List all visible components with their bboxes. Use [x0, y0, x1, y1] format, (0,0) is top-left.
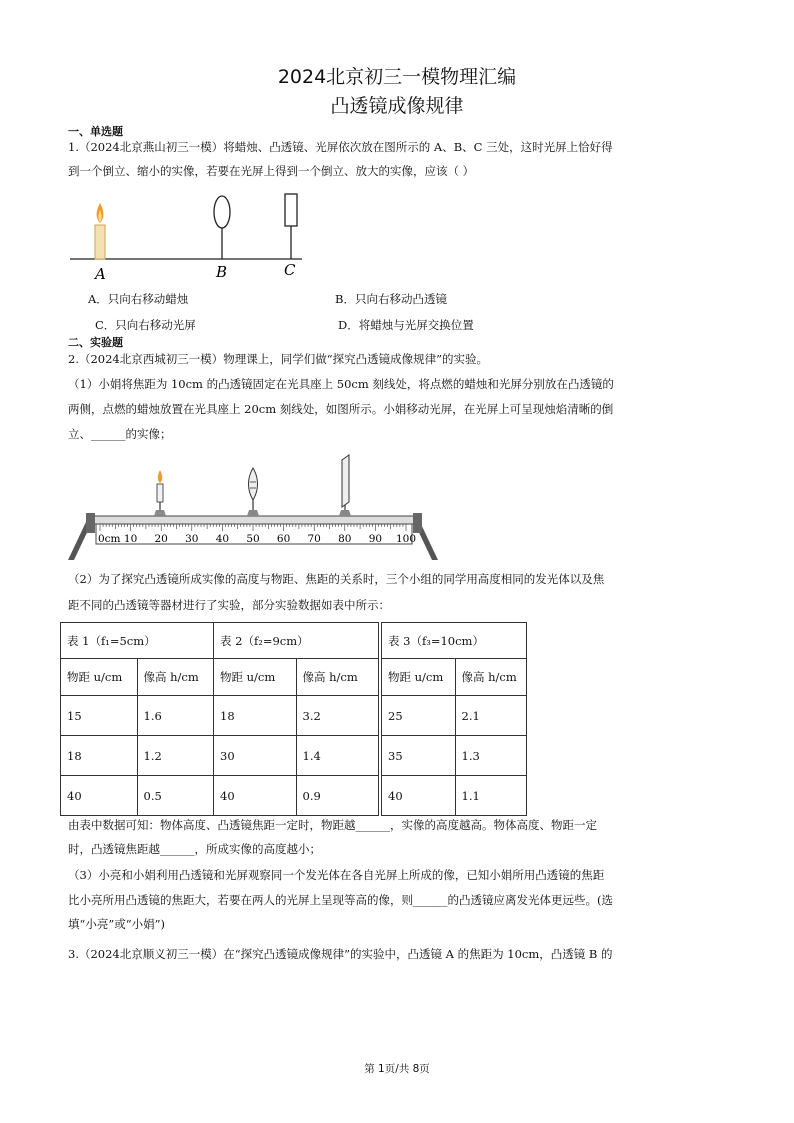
table1-header-u: 物距 u/cm — [61, 659, 138, 696]
ruler-label: 60 — [276, 533, 291, 545]
table3-cell: 40 — [382, 776, 456, 816]
bench-screen-icon — [339, 455, 351, 516]
table2-cell: 40 — [214, 776, 297, 816]
table3-cell: 35 — [382, 736, 456, 776]
bench-lens-icon — [247, 468, 259, 516]
table1-cell: 15 — [61, 696, 138, 736]
table2-header-u: 物距 u/cm — [214, 659, 297, 696]
table2-cell: 3.2 — [296, 696, 379, 736]
q2-intro: 2.（2024北京西城初三一模）物理课上，同学们做“探究凸透镜成像规律”的实验。 — [68, 352, 488, 366]
q1-option-c[interactable]: C．只向右移动光屏 — [95, 318, 196, 332]
table1-cell: 1.2 — [137, 736, 214, 776]
table3-cell: 2.1 — [455, 696, 527, 736]
q2-p3-line1: （3）小亮和小娟利用凸透镜和光屏观察同一个发光体在各自光屏上所成的像，已知小娟所用凸透镜的焦距 — [68, 868, 605, 882]
q2-p2-line2: 距不同的凸透镜等器材进行了实验，部分实验数据如表中所示： — [68, 598, 390, 612]
data-table-1 — [60, 622, 214, 816]
page-subtitle: 凸透镜成像规律 — [330, 95, 464, 117]
table1-cell: 18 — [61, 736, 138, 776]
table3-header-u: 物距 u/cm — [382, 659, 456, 696]
table2-cell: 0.9 — [296, 776, 379, 816]
bench-candle-icon — [154, 470, 166, 516]
table2-cell: 30 — [214, 736, 297, 776]
q2-p3-line3: 填“小亮”或“小娟”) — [68, 917, 166, 931]
table1-title: 表 1（f₁=5cm） — [61, 623, 214, 659]
rail-end-left — [86, 513, 95, 533]
fig-label-a: A — [95, 265, 106, 283]
bench-rail — [88, 516, 418, 524]
rail-end-right — [413, 513, 422, 533]
table3-title: 表 3（f₃=10cm） — [382, 623, 527, 659]
q1-figure — [66, 193, 316, 283]
q3-text-line1: 3.（2024北京顺义初三一模）在“探究凸透镜成像规律”的实验中，凸透镜 A 的焦距为 10cm，凸透镜 B 的 — [68, 947, 613, 961]
table3-cell: 25 — [382, 696, 456, 736]
table1-header-h: 像高 h/cm — [137, 659, 214, 696]
data-table-2 — [213, 622, 379, 816]
table3-cell: 1.3 — [455, 736, 527, 776]
q2-p2-line1: （2）为了探究凸透镜所成实像的高度与物距、焦距的关系时，三个小组的同学用高度相同的发光体以及焦 — [68, 572, 605, 586]
table1-cell: 1.6 — [137, 696, 214, 736]
q1-option-d[interactable]: D．将蜡烛与光屏交换位置 — [338, 318, 474, 332]
table2-header-h: 像高 h/cm — [296, 659, 379, 696]
table2-title: 表 2（f₂=9cm） — [214, 623, 379, 659]
q1-option-a[interactable]: A．只向右移动蜡烛 — [88, 292, 189, 306]
screen-icon — [285, 194, 297, 259]
q2-p1-line2: 两侧，点燃的蜡烛放置在光具座上 20cm 刻线处，如图所示。小娟移动光屏，在光屏上可呈现烛焰清晰的倒 — [68, 402, 614, 416]
ruler-label: 10 — [123, 533, 138, 545]
ruler-label: 40 — [215, 533, 230, 545]
fig-label-c: C — [284, 261, 296, 279]
ruler-label: 100 — [395, 533, 417, 545]
table1-cell: 40 — [61, 776, 138, 816]
ruler-label: 0cm — [98, 533, 121, 545]
ruler-label: 20 — [154, 533, 168, 545]
q1-text-line1: 1.（2024北京燕山初三一模）将蜡烛、凸透镜、光屏依次放在图所示的 A、B、C 三处，这时光屏上恰好得 — [68, 140, 613, 154]
section-heading-experiment: 二、实验题 — [68, 336, 123, 349]
ruler-label: 50 — [246, 533, 260, 545]
q2-p1-line1: （1）小娟将焦距为 10cm 的凸透镜固定在光具座上 50cm 刻线处，将点燃的蜡烛和光屏分别放在凸透镜的 — [68, 377, 614, 391]
ruler-label: 80 — [338, 533, 352, 545]
section-heading-single-choice: 一、单选题 — [68, 125, 123, 138]
q2-p1-line3: 立、______的实像； — [68, 427, 172, 441]
data-table-3 — [381, 622, 527, 816]
optical-bench-figure — [66, 452, 446, 564]
table1-cell: 0.5 — [137, 776, 214, 816]
ruler-label: 70 — [307, 533, 321, 545]
ruler-label: 30 — [185, 533, 199, 545]
page-footer: 第 1页/共 8页 — [364, 1063, 430, 1075]
table3-header-h: 像高 h/cm — [455, 659, 527, 696]
q1-text-line2: 到一个倒立、缩小的实像，若要在光屏上得到一个倒立、放大的实像，应该（ ） — [68, 164, 475, 178]
candle-icon — [95, 203, 105, 259]
lens-icon — [214, 196, 230, 259]
table2-cell: 18 — [214, 696, 297, 736]
ruler-label: 90 — [368, 533, 383, 545]
table3-cell: 1.1 — [455, 776, 527, 816]
q2-p3-line2: 比小亮所用凸透镜的焦距大，若要在两人的光屏上呈现等高的像，则______的凸透镜应离发光体更远些。(选 — [68, 893, 613, 907]
q2-p2-after-line1: 由表中数据可知：物体高度、凸透镜焦距一定时，物距越______，实像的高度越高。物体高度、物距一定 — [68, 818, 597, 832]
fig-label-b: B — [216, 263, 228, 281]
q1-option-b[interactable]: B．只向右移动凸透镜 — [335, 292, 447, 306]
table2-cell: 1.4 — [296, 736, 379, 776]
q2-p2-after-line2: 时，凸透镜焦距越______，所成实像的高度越小； — [68, 842, 321, 856]
page-title: 2024北京初三一模物理汇编 — [277, 66, 517, 88]
